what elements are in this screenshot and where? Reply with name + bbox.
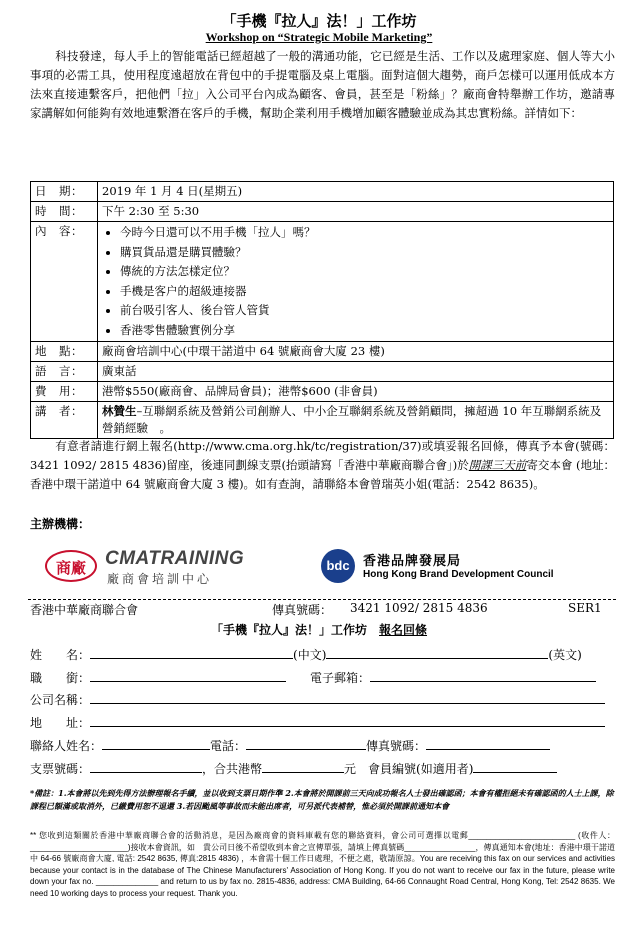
company-row bbox=[30, 691, 615, 708]
bdc-logo bbox=[321, 546, 601, 588]
date-value: 2019 年 1 月 4 日(星期五) bbox=[98, 182, 614, 202]
form-title-main: 「手機『拉人』法！」工作坊 bbox=[210, 623, 367, 637]
list-item: • 購買貨品還是購買體驗？ bbox=[120, 243, 609, 263]
bdc-mark-icon bbox=[321, 549, 355, 583]
speaker-desc: –互聯網系統及營銷公司創辦人、中小企互聯網系統及營銷顧問，擁超過 10 年互聯網系統及營銷經驗 。 bbox=[102, 404, 602, 435]
contact-field[interactable] bbox=[102, 737, 210, 750]
member-number-field[interactable] bbox=[473, 760, 557, 773]
name-row bbox=[30, 646, 615, 663]
english-name-field[interactable] bbox=[326, 646, 548, 659]
tel-field[interactable] bbox=[246, 737, 366, 750]
tel-label: 電話： bbox=[210, 739, 247, 753]
venue-row bbox=[31, 342, 614, 362]
content-value bbox=[98, 222, 614, 342]
chinese-name-field[interactable] bbox=[90, 646, 293, 659]
cma-logo bbox=[45, 548, 265, 588]
registration-text-1: 有意者請進行網上報名(http://www.cma.org.hk/tc/registration/37)或填妥報名回條，傳真予本會(號碼：3421 1092/ 2815 4836)留座，後連同劃線支票(抬頭請寫「香港中華廠商聯合會」)於 bbox=[30, 439, 615, 472]
english-label: (英文) bbox=[548, 648, 582, 662]
form-code: SER1 bbox=[568, 601, 602, 615]
content-label: 內 容： bbox=[31, 222, 98, 342]
form-fax-value: 3421 1092/ 2815 4836 bbox=[350, 601, 488, 615]
content-row bbox=[31, 222, 614, 342]
fax2-label: 傳真號碼： bbox=[366, 739, 427, 753]
organiser-label: 主辦機構： bbox=[30, 517, 91, 531]
bdc-english-name: Hong Kong Brand Development Council bbox=[363, 569, 554, 580]
fee-label: 費 用： bbox=[31, 382, 98, 402]
time-label: 時 間： bbox=[31, 202, 98, 222]
list-item: • 前台吸引客人、後台管人管貨 bbox=[120, 301, 609, 321]
form-org: 香港中華廠商聯合會 bbox=[30, 603, 139, 617]
time-row bbox=[31, 202, 614, 222]
member-label: 元 會員編號(如適用者) bbox=[344, 762, 474, 776]
speaker-label: 講 者： bbox=[31, 402, 98, 439]
fee-row bbox=[31, 382, 614, 402]
fax-field[interactable] bbox=[426, 737, 550, 750]
form-title-reply: 報名回條 bbox=[379, 623, 428, 637]
contact-row bbox=[30, 737, 615, 754]
date-row bbox=[31, 182, 614, 202]
registration-deadline: 開課三天前 bbox=[468, 458, 527, 472]
list-item: • 香港零售體驗實例分享 bbox=[120, 321, 609, 341]
contact-label: 聯絡人姓名： bbox=[30, 739, 103, 753]
language-row bbox=[31, 362, 614, 382]
speaker-value bbox=[98, 402, 614, 439]
company-label: 公司名稱： bbox=[30, 693, 91, 707]
cma-name: CMATRAINING bbox=[105, 548, 245, 569]
speaker-row bbox=[31, 402, 614, 439]
form-fax-label: 傳真號碼： bbox=[272, 603, 333, 617]
name-label: 姓 名： bbox=[30, 648, 91, 662]
workshop-title: 「手機『拉人』法！」工作坊 bbox=[221, 12, 417, 30]
position-label: 職 銜： bbox=[30, 671, 91, 685]
workshop-subtitle: Workshop on “Strategic Mobile Marketing” bbox=[205, 30, 433, 44]
cma-badge-icon bbox=[45, 550, 97, 582]
registration-text-2: 寄交本會 (地址：香港中環干諾道中 64 號廠商會大廈 3 樓)。如有查詢，請聯絡本會曾瑞英小姐(電話：2542 8635)。 bbox=[30, 458, 615, 491]
reply-form-title bbox=[0, 621, 638, 638]
language-label: 語 言： bbox=[31, 362, 98, 382]
position-field[interactable] bbox=[90, 669, 286, 682]
details-table bbox=[30, 181, 614, 439]
bdc-chinese-name: 香港品牌發展局 bbox=[363, 554, 462, 569]
organiser-logos bbox=[45, 546, 605, 591]
list-item: • 傳統的方法怎樣定位？ bbox=[120, 262, 609, 282]
cheque-label: 支票號碼： bbox=[30, 762, 91, 776]
cheque-row bbox=[30, 760, 615, 777]
venue-value: 廠商會培訓中心(中環干諾道中 64 號廠商會大廈 23 樓) bbox=[98, 342, 614, 362]
list-item: • 手機是客户的超級連接器 bbox=[120, 282, 609, 302]
address-field[interactable] bbox=[90, 714, 605, 727]
content-list bbox=[102, 223, 609, 340]
time-value: 下午 2:30 至 5:30 bbox=[98, 202, 614, 222]
address-row bbox=[30, 714, 615, 731]
amount-field[interactable] bbox=[262, 760, 344, 773]
hkd-label: ，合共港幣 bbox=[202, 762, 263, 776]
cma-badge-text: 商廠 bbox=[55, 559, 86, 577]
language-value: 廣東話 bbox=[98, 362, 614, 382]
list-item: • 今時今日還可以不用手機「拉人」嗎？ bbox=[120, 223, 609, 243]
bdc-mark-text: bdc bbox=[326, 558, 350, 573]
remarks-note: *備註：1.本會將以先到先得方法辦理報名手續，並以收到支票日期作準 2.本會將於開課前三天向成功報名人士發出確認函；本會有權拒絕未有確認函的人士上課，除課程已額滿或取消外，已繳費用恕不退還 3.若因颱風等事故而未能出席者，可另派代表補替，惟必須於開課前通知本會 bbox=[30, 788, 614, 811]
cheque-field[interactable] bbox=[90, 760, 202, 773]
speaker-name: 林贊生 bbox=[102, 404, 137, 418]
company-field[interactable] bbox=[90, 691, 605, 704]
address-label: 地 址： bbox=[30, 716, 91, 730]
email-label: 電子郵箱： bbox=[310, 671, 371, 685]
intro-paragraph: 科技發達，每人手上的智能電話已經超越了一般的溝通功能，它已經是生活、工作以及處理家庭、個人等大小事項的必需工具，使用程度遠超放在背包中的手提電腦及桌上電腦。面對這個大趨勢，商戶怎樣可以運用低成本方法來直接連繫客戶，把他們「拉」入公司平台內成為顧客、會員，甚至是「粉絲」？廠商會特舉辦工作坊，邀請專家講解如何能夠有效地連繫潛在客戶的手機，幫助企業利用手機增加顧客體驗並成為其忠實粉絲。詳情如下： bbox=[30, 49, 615, 120]
position-row bbox=[30, 669, 615, 686]
cma-subname: 廠商會培訓中心 bbox=[107, 572, 213, 586]
date-label: 日 期： bbox=[31, 182, 98, 202]
privacy-note: ** 您收到這類關於香港中華廠商聯合會的活動消息，是因為廠商會的資料庫載有您的聯絡資料，會公司可選擇以電郵________________________ (收件人：______________________)接收本會資訊，如 貴公司日後不希望收到本會之宣傳單張，請填上傳真號碼________________，傳真通知本會(地址：香港中環干諾道中 64-66 號廠商會大廈, 電話: 2542 8635, 傳真:2815 4836) ，本會需十個工作日處理，不便之處，敬請原諒。You are receiving this fax on our services and activities because your contact is in the database of The Chinese Manufacturers' Association of Hong Kong. If you do not want to receive our fax in the future, please write down your fax no. ______________ and return to us by fax no. 2815-4836, address: CMA Building, 64-66 Connaught Road Central, Hong Kong, Tel: 2542 8635. We need 10 working days to process your request. Thank you. bbox=[30, 831, 615, 898]
email-field[interactable] bbox=[370, 669, 596, 682]
registration-paragraph bbox=[30, 437, 615, 494]
chinese-label: (中文) bbox=[293, 648, 327, 662]
fee-value: 港幣$550(廠商會、品牌局會員)；港幣$600 (非會員) bbox=[98, 382, 614, 402]
venue-label: 地 點： bbox=[31, 342, 98, 362]
cut-line bbox=[28, 599, 616, 600]
